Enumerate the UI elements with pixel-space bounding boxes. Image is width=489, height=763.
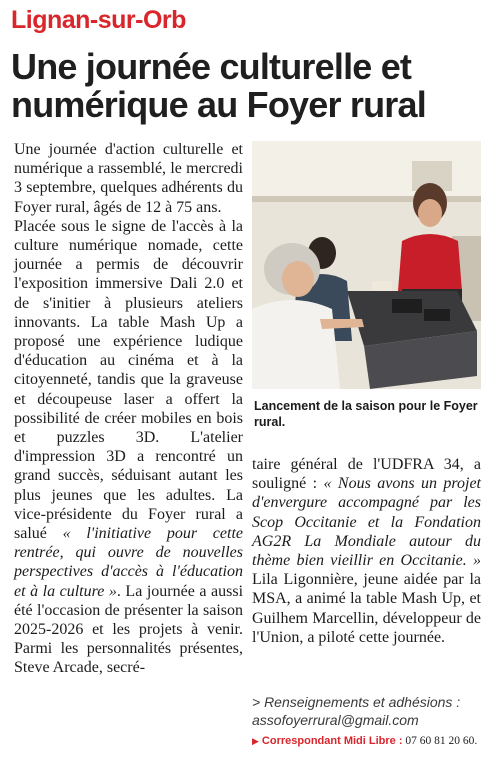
photo-caption: Lancement de la saison pour le Foyer rural. xyxy=(254,399,478,429)
article-paragraph xyxy=(14,217,243,678)
quote-text: « Nous avons un projet d'envergure accompagné par les Scop Occitanie et la Fondation AG2R La Mondiale autour du thème bien vieillir en Occitanie. » xyxy=(252,475,481,570)
article-headline: Une journée culturelle et numérique au Foyer rural xyxy=(11,46,426,125)
info-email-link[interactable]: assofoyerrural@gmail.com xyxy=(252,712,419,728)
paragraph-text: Placée sous le signe de l'accès à la culture numérique nomade, cette journée a permis de découvrir l'exposition immersive Dali 2.0 et de s'initier à plusieurs ateliers innovants. La table Mash Up a proposé une expérience ludique d'éducation au cinéma et à la citoyenneté, tandis que la graveuse et découpeuse laser a offert la possibilité de créer mobiles en bois et puzzles 3D. L'atelier d'impression 3D a rencontré un grand succès, séduisant autant les plus jeunes que les adultes. La vice-présidente du Foyer rural a salué xyxy=(14,217,243,543)
info-box xyxy=(252,693,481,729)
quote-text: « l'initiative pour cette rentrée, qui ouvre de nouvelles perspectives d'accès à l'éducation et à la culture » xyxy=(14,525,244,600)
correspondent-line xyxy=(252,735,484,747)
article-photo xyxy=(252,141,481,389)
correspondent-phone[interactable]: 07 60 81 20 60. xyxy=(405,735,478,747)
article-paragraph: Une journée d'action culturelle et numérique a rassemblé, le mercredi 3 septembre, quelques adhérents du Foyer rural, âgés de 12 à 75 ans. xyxy=(14,141,243,216)
info-label: > Renseignements et adhésions : xyxy=(252,694,461,710)
paragraph-text: Lila Ligonnière, jeune aidée par la MSA, a animé la table Mash Up, et Guilhem Marcellin, développeur de l'Union, a piloté cette journée. xyxy=(252,571,481,646)
article-column-right xyxy=(252,455,481,647)
photo-illustration xyxy=(252,141,481,389)
correspondent-label: Correspondant Midi Libre : xyxy=(261,735,403,747)
article-paragraph xyxy=(252,455,481,647)
article-kicker: Lignan-sur-Orb xyxy=(11,6,186,34)
paragraph-text: . La journée a aussi été l'occasion de présenter la saison 2025-2026 et les projets à venir. Parmi les personnalités présentes, Steve Arcade, secré- xyxy=(14,582,244,677)
triangle-bullet-icon: ▶ xyxy=(252,736,259,746)
paragraph-text: taire général de l'UDFRA 34, a souligné : xyxy=(252,456,481,493)
article-column-left xyxy=(14,140,243,678)
